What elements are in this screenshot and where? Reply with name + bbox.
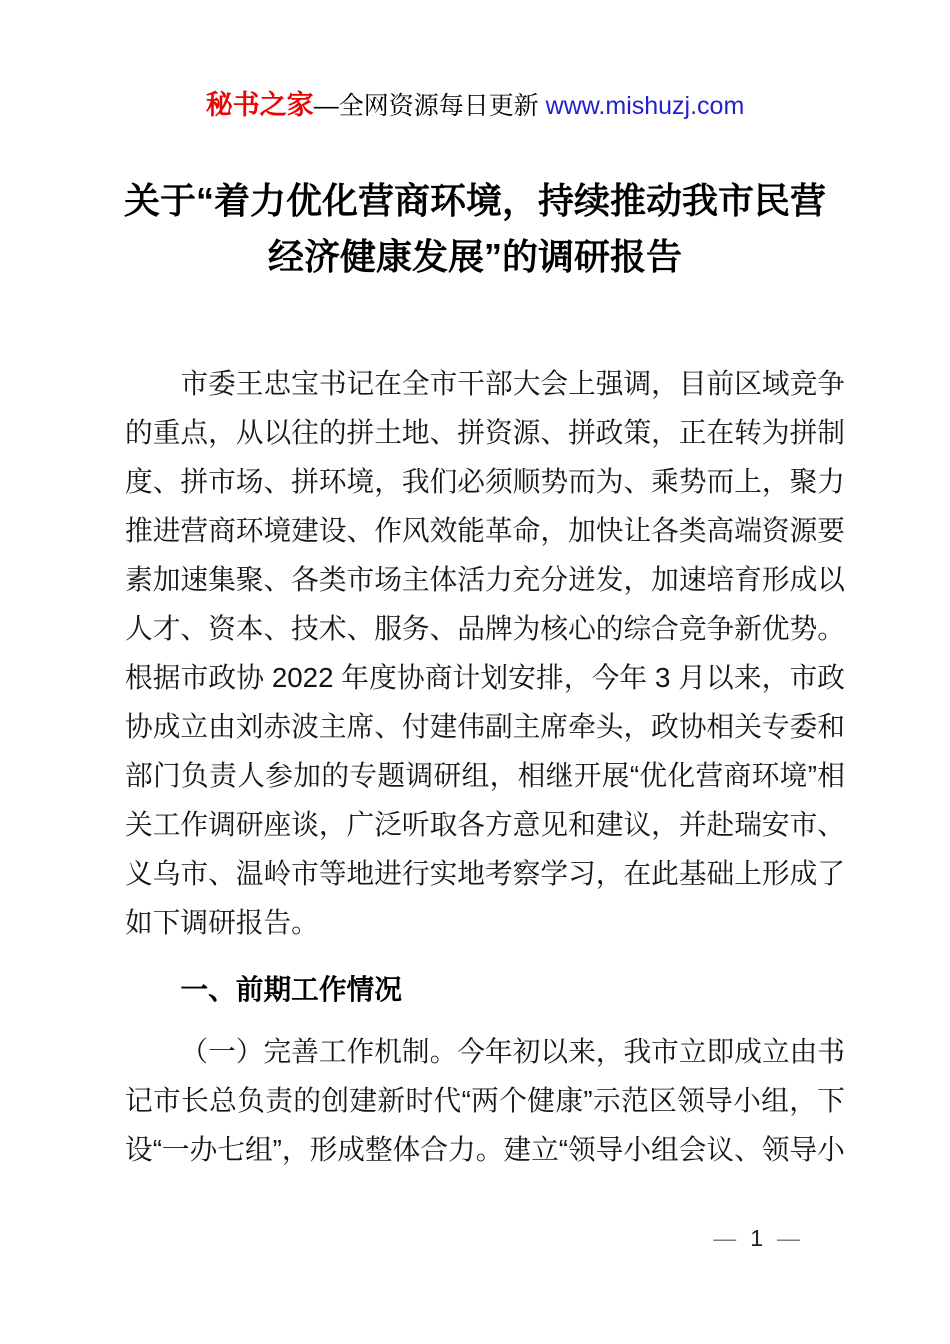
header-url-link[interactable]: www.mishuzj.com	[545, 92, 745, 120]
section-heading: 一、前期工作情况	[180, 974, 402, 1005]
document-title-line-1: 关于“着力优化营商环境，持续推动我市民营	[123, 180, 826, 221]
intro-paragraph: 市委王忠宝书记在全市干部大会上强调，目前区域竞争的重点，从以往的拼土地、拼资源、拼政策，正在转为拼制度、拼市场、拼环境，我们必须顺势而为、乘势而上，聚力推进营商环境建设、作风效能革命，加快让各类高端资源要素加速集聚、各类市场主体活力充分迸发，加速培育形成以人才、资本、技术、服务、品牌为核心的综合竞争新优势。根据市政协 2022 年度协商计划安排，今年 3 月以来，市政协成立由刘赤波主席、付建伟副主席牵头，政协相关专委和部门负责人参加的专题调研组，相继开展“优化营商环境”相关工作调研座谈，广泛听取各方意见和建议，并赴瑞安市、义乌市、温岭市等地进行实地考察学习，在此基础上形成了如下调研报告。	[125, 368, 845, 938]
page-number	[713, 1225, 800, 1252]
page-number-value: 1	[750, 1225, 763, 1251]
site-name: 秘书之家	[205, 90, 314, 120]
document-title-line-2: 经济健康发展”的调研报告	[267, 236, 682, 277]
document-body	[125, 359, 845, 1174]
sub-paragraph: （一）完善工作机制。今年初以来，我市立即成立由书记市长总负责的创建新时代“两个健康”示范区领导小组，下设“一办七组”，形成整体合力。建立“领导小组会议、领导小	[125, 1036, 845, 1165]
document-title	[105, 173, 845, 285]
page-number-dash-left: —	[713, 1225, 737, 1251]
page-number-dash-right: —	[777, 1225, 800, 1251]
page-header	[0, 0, 950, 123]
header-tagline: —全网资源每日更新	[313, 92, 546, 120]
